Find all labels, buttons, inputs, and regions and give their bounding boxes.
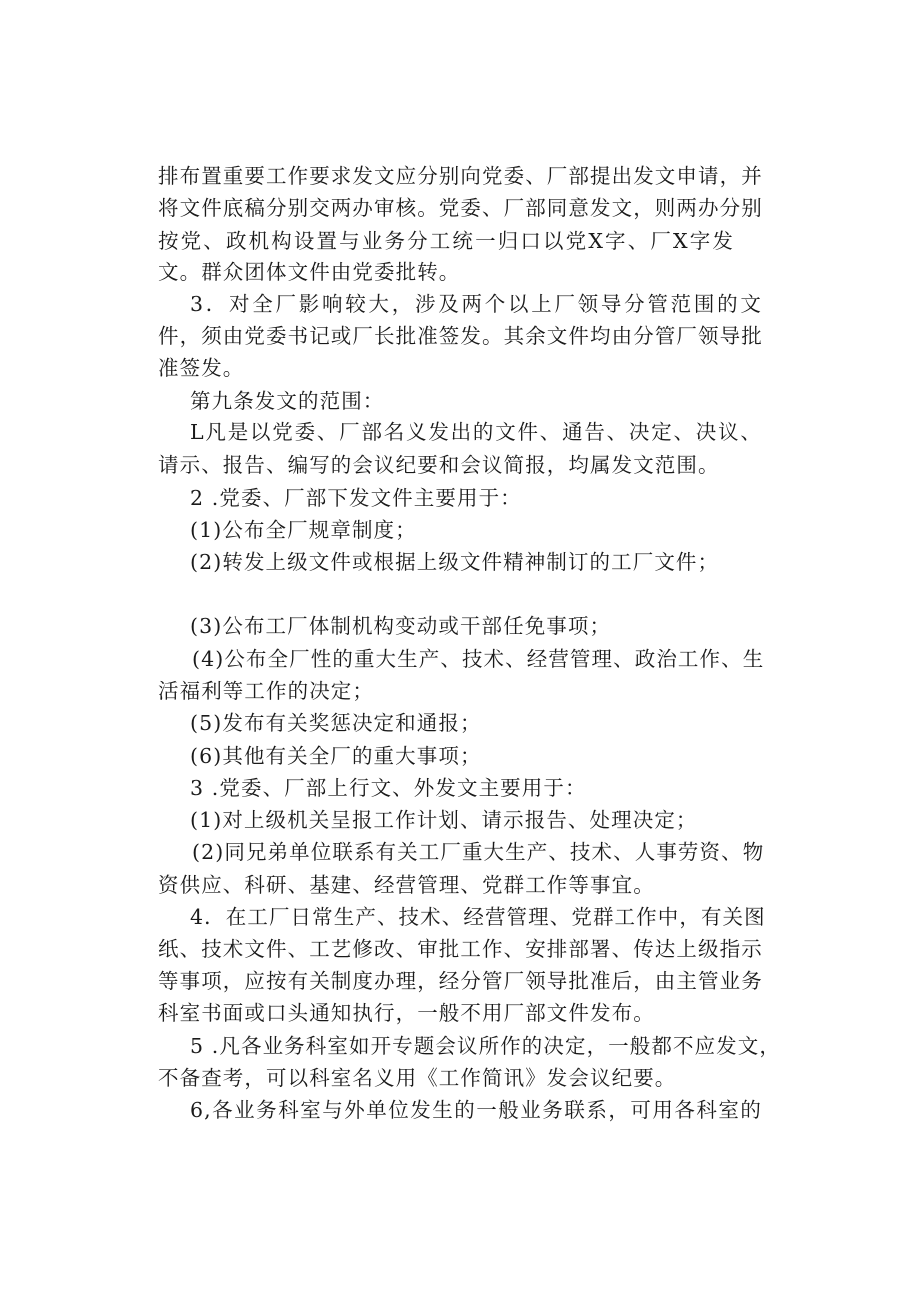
list-item: (5)发布有关奖惩决定和通报； xyxy=(190,711,482,735)
section-heading: 第九条发文的范围： xyxy=(190,389,385,413)
text-line: 文。群众团体文件由党委批转。 xyxy=(158,260,461,284)
text-line: L凡是以党委、厂部名义发出的文件、通告、决定、决议、 xyxy=(190,420,762,444)
list-item: (2)同兄弟单位联系有关工厂重大生产、技术、人事劳资、物 xyxy=(192,840,765,864)
text-line: 活福利等工作的决定； xyxy=(158,679,374,703)
list-item: (3)公布工厂体制机构变动或干部任免事项； xyxy=(190,614,612,638)
text-line: 科室书面或口头通知执行，一般不用厂部文件发布。 xyxy=(158,1001,655,1025)
text-line: 将文件底稿分别交两办审核。党委、厂部同意发文，则两办分别 xyxy=(158,196,763,220)
text-line: 4．在工厂日常生产、技术、经营管理、党群工作中，有关图 xyxy=(190,905,766,929)
text-line: 件，须由党委书记或厂长批准签发。其余文件均由分管厂领导批 xyxy=(158,324,763,348)
text-line: 等事项，应按有关制度办理，经分管厂领导批准后，由主管业务 xyxy=(158,969,763,993)
text-line: 请示、报告、编写的会议纪要和会议简报，均属发文范围。 xyxy=(158,453,720,477)
text-line: 6,各业务科室与外单位发生的一般业务联系，可用各科室的 xyxy=(190,1098,762,1122)
text-line: 资供应、科研、基建、经营管理、党群工作等事宜。 xyxy=(158,873,655,897)
text-line: 纸、技术文件、工艺修改、审批工作、安排部署、传达上级指示 xyxy=(158,937,763,961)
text-line: 3 .党委、厂部上行文、外发文主要用于： xyxy=(190,776,587,800)
text-line: 按党、政机构设置与业务分工统一归口以党X字、厂X字发 xyxy=(158,229,734,253)
text-line: 不备查考，可以科室名义用《工作简讯》发会议纪要。 xyxy=(158,1066,677,1090)
text-line: 准签发。 xyxy=(158,356,245,380)
text-line: 2 .党委、厂部下发文件主要用于： xyxy=(190,486,522,510)
list-item: (1)公布全厂规章制度； xyxy=(190,518,417,542)
text-line: 排布置重要工作要求发文应分别向党委、厂部提出发文申请，并 xyxy=(158,164,763,188)
list-item: (4)公布全厂性的重大生产、技术、经营管理、政治工作、生 xyxy=(192,647,765,671)
list-item: (1)对上级机关呈报工作计划、请示报告、处理决定； xyxy=(190,808,698,832)
text-line: 5 .凡各业务科室如开专题会议所作的决定，一般都不应发文， xyxy=(190,1034,781,1058)
text-line: 3．对全厂影响较大，涉及两个以上厂领导分管范围的文 xyxy=(190,292,762,316)
list-item: (6)其他有关全厂的重大事项； xyxy=(190,744,482,768)
list-item: (2)转发上级文件或根据上级文件精神制订的工厂文件； xyxy=(190,550,720,574)
